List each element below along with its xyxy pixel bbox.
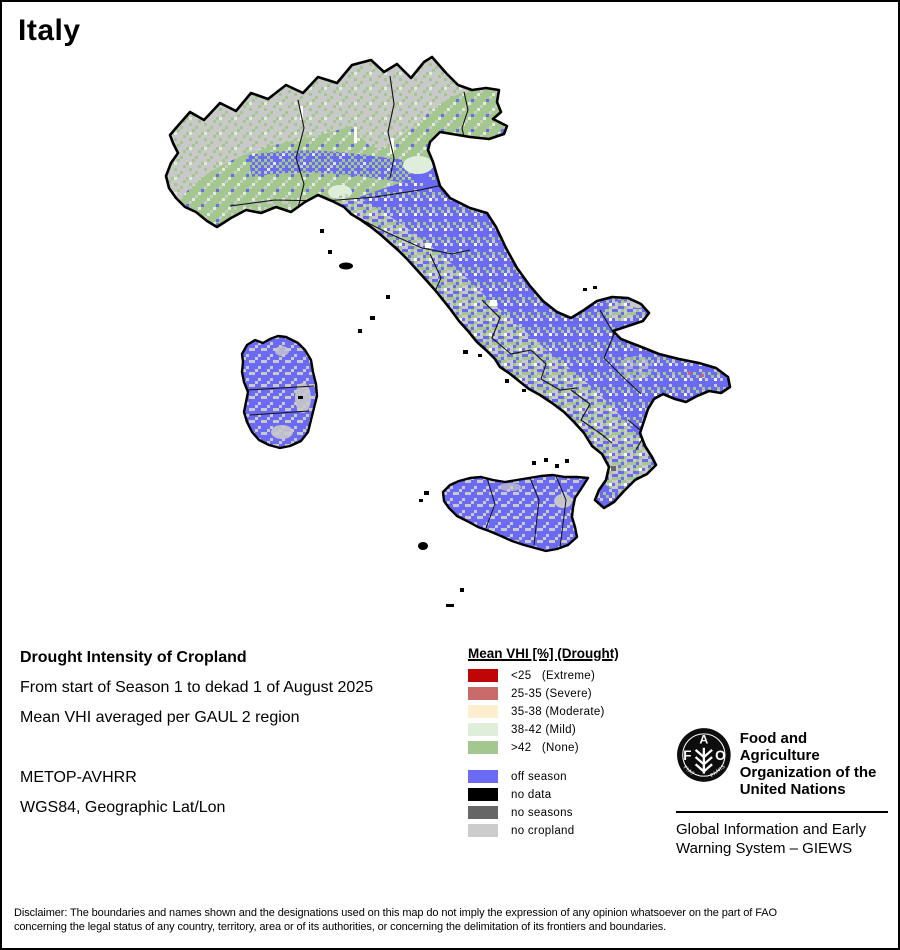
svg-text:O: O <box>715 748 726 764</box>
legend-row-no-cropland: no cropland <box>468 824 668 837</box>
legend-swatch-none <box>468 741 498 754</box>
legend <box>468 646 668 842</box>
svg-text:A: A <box>699 732 709 747</box>
legend-row-mild: 38-42 (Mild) <box>468 723 668 736</box>
legend-row-severe: 25-35 (Severe) <box>468 687 668 700</box>
sardinia <box>242 336 317 448</box>
legend-row-no-data: no data <box>468 788 668 801</box>
page-title: Italy <box>18 14 81 47</box>
legend-swatch-no-data <box>468 788 498 801</box>
legend-row-extreme: <25 (Extreme) <box>468 669 668 682</box>
svg-text:FIAT: FIAT <box>681 764 696 778</box>
map-info-block <box>20 650 373 830</box>
legend-row-no-seasons: no seasons <box>468 806 668 819</box>
legend-swatch-no-seasons <box>468 806 498 819</box>
organization-block <box>676 727 890 858</box>
legend-swatch-extreme <box>468 669 498 682</box>
legend-swatch-off-season <box>468 770 498 783</box>
disclaimer: Disclaimer: The boundaries and names shown and the designations used on this map do not imply the expression of any opinion whatsoever on the part of FAO concerning the legal status of any country, territory, area or of its authorities, or concerning the delimitation of its frontiers and boundaries. <box>14 907 777 934</box>
legend-swatch-severe <box>468 687 498 700</box>
mainland-italy <box>150 50 730 508</box>
map-subtitle: Drought Intensity of Cropland <box>20 649 247 666</box>
legend-swatch-no-cropland <box>468 824 498 837</box>
legend-swatch-moderate <box>468 705 498 718</box>
map-projection: WGS84, Geographic Lat/Lon <box>20 799 226 816</box>
legend-row-off-season: off season <box>468 770 668 783</box>
sicily <box>443 475 588 551</box>
legend-swatch-mild <box>468 723 498 736</box>
fao-logo <box>676 727 732 783</box>
giews-name: Global Information and Early Warning System – GIEWS <box>676 820 867 857</box>
map-sensor: METOP-AVHRR <box>20 769 137 786</box>
divider <box>676 811 888 813</box>
fao-name: Food and Agriculture Organization of the United Nations <box>739 730 877 798</box>
legend-title: Mean VHI [%] (Drought) <box>468 646 619 661</box>
svg-text:PANIS: PANIS <box>709 763 727 780</box>
legend-row-none: >42 (None) <box>468 741 668 754</box>
svg-text:F: F <box>683 748 692 764</box>
map-period: From start of Season 1 to dekad 1 of August 2025 <box>20 679 374 696</box>
map-aggregation: Mean VHI averaged per GAUL 2 region <box>20 709 300 726</box>
legend-row-moderate: 35-38 (Moderate) <box>468 705 668 718</box>
